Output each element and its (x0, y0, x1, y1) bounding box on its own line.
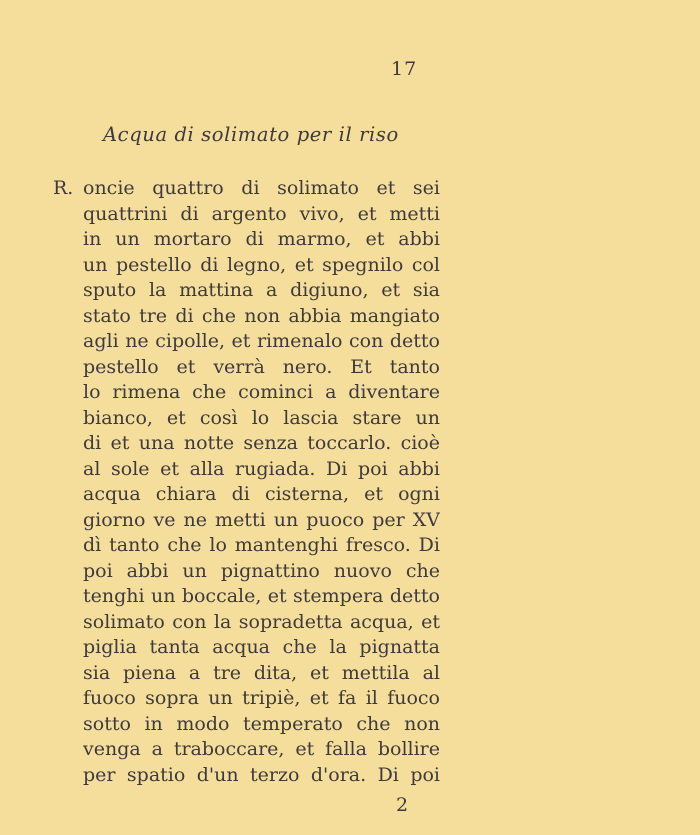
text-line: fuoco sopra un tripiè, et fa il fuoco (83, 687, 440, 709)
text-line: quattrini di argento vivo, et metti (83, 202, 440, 225)
text-line: dì tanto che lo mantenghi fresco. Di (83, 534, 440, 556)
text-line: sputo la mattina a digiuno, et sia (83, 279, 440, 301)
text-line: piglia tanta acqua che la pignatta (83, 636, 440, 658)
signature-mark: 2 (396, 794, 409, 816)
text-line: stato tre di che non abbia mangiato (83, 304, 440, 327)
page-number: 17 (391, 58, 418, 80)
text-line: giorno ve ne metti un puoco per XV (83, 508, 440, 531)
text-line: al sole et alla rugiada. Di poi abbi (83, 457, 440, 480)
text-line: poi abbi un pignattino nuovo che (83, 559, 440, 582)
text-line: acqua chiara di cisterna, et ogni (83, 483, 440, 505)
text-line: solimato con la sopradetta acqua, et (83, 610, 440, 633)
text-line: pestello et verrà nero. Et tanto (83, 355, 440, 378)
text-line: per spatio d'un terzo d'ora. Di poi (83, 763, 440, 786)
text-line: un pestello di legno, et spegnilo col (83, 253, 440, 276)
text-line: agli ne cipolle, et rimenalo con detto (83, 330, 440, 352)
text-line: di et una notte senza toccarlo. cioè (83, 432, 440, 454)
text-line: bianco, et così lo lascia stare un (83, 406, 440, 429)
text-line: sotto in modo temperato che non (83, 712, 440, 735)
text-line: in un mortaro di marmo, et abbi (83, 228, 440, 250)
text-line: venga a traboccare, et falla bollire (83, 738, 440, 760)
text-line: sia piena a tre dita, et mettila al (83, 661, 440, 684)
text-line: tenghi un boccale, et stempera detto (83, 585, 440, 607)
recipe-initial: R. (53, 177, 74, 199)
text-line: lo rimena che cominci a diventare (83, 381, 440, 403)
text-line: oncie quattro di solimato et sei (83, 177, 440, 199)
recipe-title: Acqua di solimato per il riso (103, 123, 399, 146)
